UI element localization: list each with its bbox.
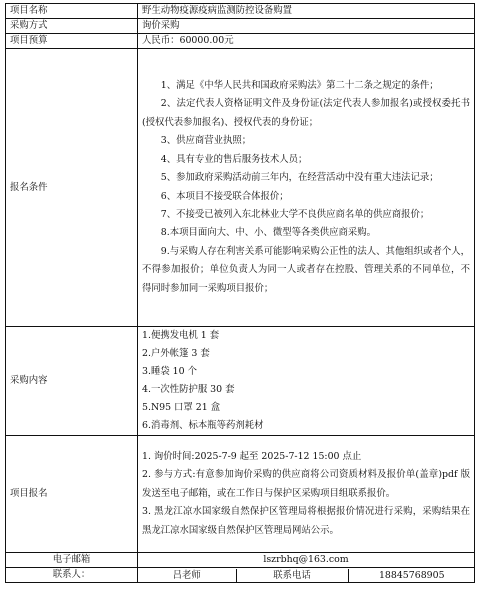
registration-item: 1. 询价时间:2025-7-9 起至 2025-7-12 15:00 点止 — [142, 450, 362, 462]
content-label: 采购内容 — [6, 327, 138, 436]
requirements-value — [138, 49, 475, 327]
budget-value: 人民币：60000.00元 — [138, 34, 475, 49]
content-item: 5.N95 口罩 21 盒 — [142, 402, 221, 413]
project-name-label: 项目名称 — [6, 4, 138, 19]
content-item: 6.消毒剂、标本瓶等药剂耗材 — [142, 420, 264, 431]
requirement-item: 1、满足《中华人民共和国政府采购法》第二十二条之规定的条件； — [160, 80, 439, 92]
requirement-item: 8.本项目面向大、中、小、微型等各类供应商采购。 — [160, 227, 376, 239]
contact-phone-label: 联系电话 — [236, 569, 348, 582]
procurement-notice — [5, 3, 475, 583]
contact-person-value: 吕老师 — [138, 569, 236, 582]
project-name-value: 野生动物疫源疫病监测防控设备购置 — [138, 4, 475, 19]
requirement-item: 7、不接受已被列入东北林业大学不良供应商名单的供应商报价； — [160, 208, 430, 220]
requirement-item: 4、具有专业的售后服务技术人员； — [160, 153, 308, 165]
row-requirements — [6, 49, 475, 327]
requirement-item: 5、参加政府采购活动前三年内，在经营活动中没有重大违法记录； — [160, 172, 439, 184]
requirements-label: 报名条件 — [6, 49, 138, 327]
content-item: 2.户外帐篷 3 套 — [142, 348, 210, 359]
content-value — [138, 327, 475, 436]
registration-item: 2. 参与方式:有意参加询价采购的供应商将公司资质材料及报价单(盖章)pdf 版发送至电子邮箱，或在工作日与保护区采购项目组联系报价。 — [142, 469, 470, 499]
contact-person-label: 联系人： — [6, 568, 138, 583]
email-value[interactable]: lszrbhq@163.com — [138, 553, 475, 568]
registration-item: 3. 黑龙江凉水国家级自然保护区管理局将根据报价情况进行采购，采购结果在黑龙江凉水国家级自然保护区管理局网站公示。 — [142, 506, 470, 536]
requirement-item: 9.与采购人存在利害关系可能影响采购公正性的法人、其他组织或者个人，不得参加报价；单位负责人为同一人或者存在控股、管理关系的不同单位，不得同时参加同一采购项目报价； — [142, 245, 470, 294]
contact-details — [138, 568, 475, 583]
row-purchase-method — [6, 19, 475, 34]
row-registration — [6, 436, 475, 553]
purchase-method-value: 询价采购 — [138, 19, 475, 34]
email-label: 电子邮箱 — [6, 553, 138, 568]
content-item: 3.睡袋 10 个 — [142, 366, 197, 377]
row-budget — [6, 34, 475, 49]
purchase-method-label: 采购方式 — [6, 19, 138, 34]
row-email — [6, 553, 475, 568]
registration-value — [138, 436, 475, 553]
requirement-item: 2、法定代表人资格证明文件及身份证(法定代表人参加报名)或授权委托书(授权代表参加报名)、授权代表的身份证； — [142, 98, 470, 128]
requirement-item: 3、供应商营业执照； — [160, 135, 252, 147]
budget-label: 项目预算 — [6, 34, 138, 49]
row-content — [6, 327, 475, 436]
row-contact — [6, 568, 475, 583]
content-item: 4.一次性防护服 30 套 — [142, 384, 235, 395]
procurement-table — [5, 3, 475, 583]
contact-inner-table — [138, 569, 475, 582]
content-item: 1.便携发电机 1 套 — [142, 330, 220, 341]
registration-label: 项目报名 — [6, 436, 138, 553]
contact-phone-value[interactable]: 18845768905 — [378, 569, 445, 581]
requirement-item: 6、本项目不接受联合体报价； — [160, 190, 289, 202]
row-project-name — [6, 4, 475, 19]
